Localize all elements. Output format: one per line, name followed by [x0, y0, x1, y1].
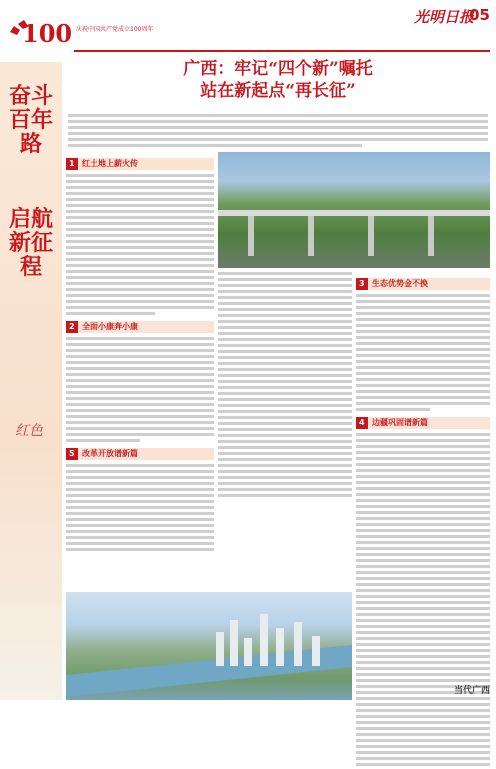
red-seal-stamp: 红色: [15, 423, 43, 439]
side-banner: [0, 62, 62, 700]
newspaper-brand: 光明日报: [413, 8, 474, 26]
lead-paragraph: [68, 114, 488, 150]
bridge-pier: [368, 216, 374, 256]
section-header: 1 红土地上薪火传: [66, 158, 214, 170]
photo-bridge-landscape: [218, 152, 490, 268]
section-body: [218, 272, 352, 497]
jubilee-slogan: 庆祝中国共产党成立100周年: [76, 26, 154, 33]
building: [312, 636, 320, 666]
column-b: [218, 272, 352, 500]
section-body: [66, 174, 214, 315]
building: [244, 638, 252, 666]
building: [260, 614, 268, 666]
building: [216, 632, 224, 666]
bridge-deck: [218, 210, 490, 216]
building: [276, 628, 284, 666]
section-body: [66, 464, 214, 551]
column-a: [66, 152, 214, 554]
party-100-emblem-icon: [4, 2, 74, 60]
bridge-pier: [248, 216, 254, 256]
headline-line-2: 站在新起点“再长征”: [200, 81, 356, 101]
article-main: [66, 54, 490, 700]
header-info: [320, 4, 490, 48]
side-title-bottom: 启航新征程: [8, 206, 53, 280]
river: [66, 645, 352, 697]
section-header: 5 改革开放谱新篇: [66, 448, 214, 460]
building: [230, 620, 238, 666]
section-body: [356, 294, 490, 411]
bridge-pier: [428, 216, 434, 256]
header-rule: [74, 50, 490, 52]
side-title-top: 奋斗百年路: [8, 83, 53, 157]
section-body: [66, 337, 214, 442]
emblem-number: 100: [22, 19, 73, 48]
bridge-pier: [308, 216, 314, 256]
photo-riverside-city: [66, 592, 352, 700]
headline-line-1: 广西：牢记“四个新”嘱托: [183, 59, 373, 79]
section-header: 3 生态优势金不换: [356, 278, 490, 290]
source-watermark: 当代广西: [453, 686, 490, 696]
building: [294, 622, 302, 666]
section-body: [356, 433, 490, 766]
section-header: 2 全面小康奔小康: [66, 321, 214, 333]
page-number: 05: [469, 6, 490, 24]
headline: [66, 58, 490, 102]
section-header: 4 边疆巩固谱新篇: [356, 417, 490, 429]
page-header: [0, 0, 496, 62]
